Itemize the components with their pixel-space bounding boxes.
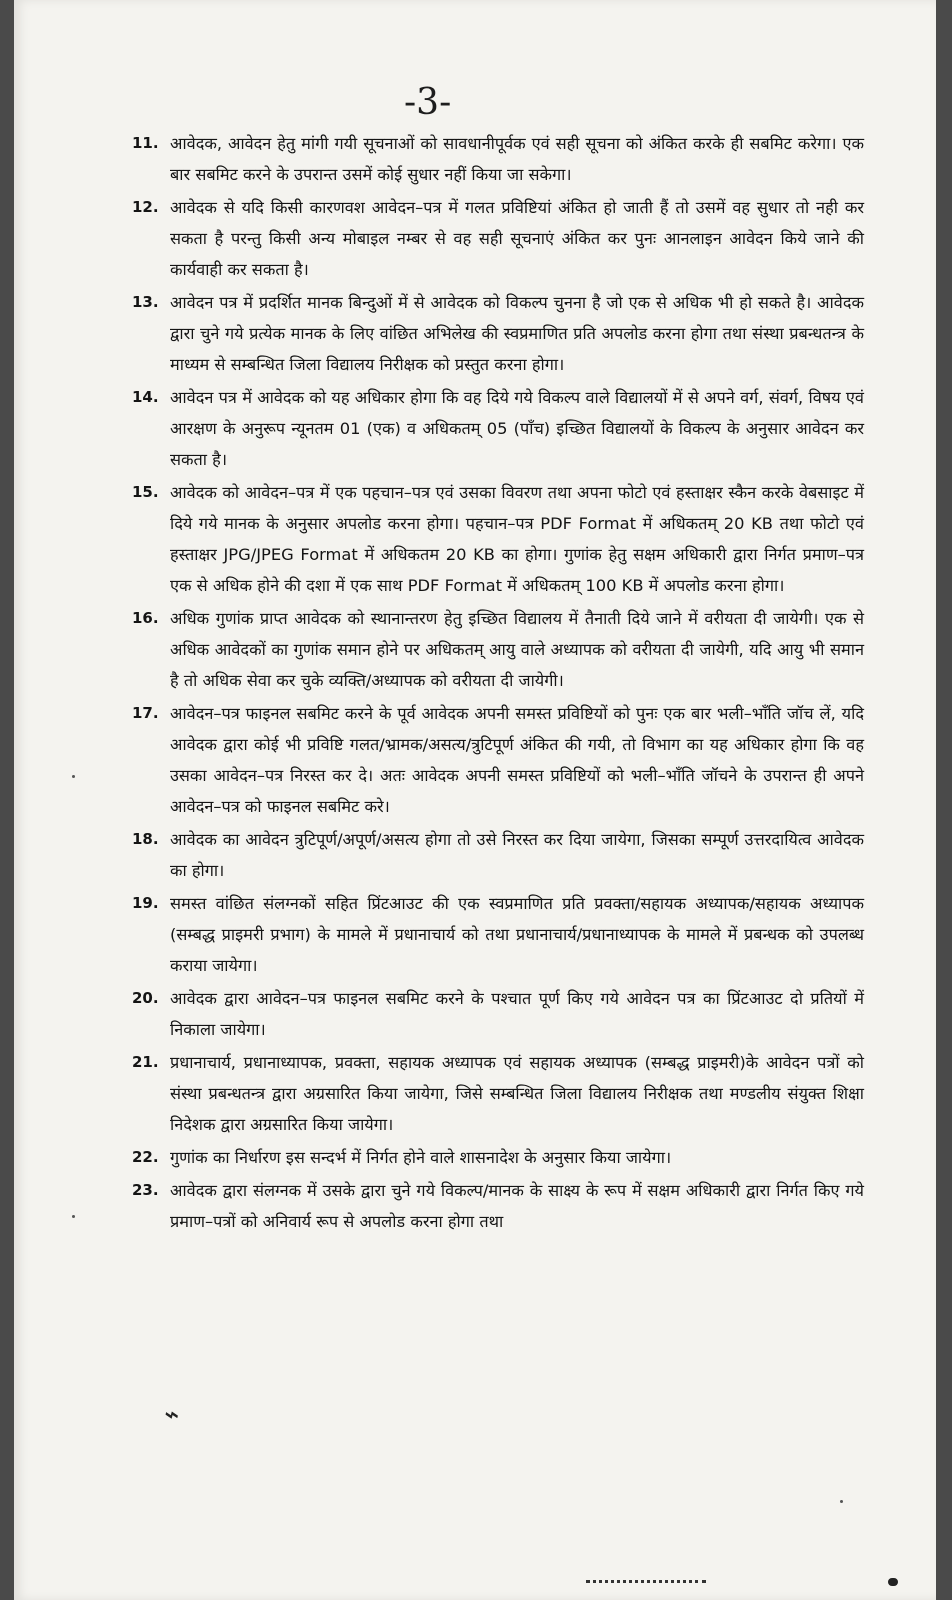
item-number: 13. <box>132 293 159 311</box>
item-text: आवेदक का आवेदन त्रुटिपूर्ण/अपूर्ण/असत्य होगा तो उसे निरस्त कर दिया जायेगा, जिसका सम्पूर्ण उत्तरदायित्व आवेदक का होगा। <box>170 830 864 880</box>
list-item <box>132 888 864 981</box>
page-number: -3- <box>404 82 452 123</box>
list-item <box>132 1047 864 1140</box>
item-number: 16. <box>132 609 159 627</box>
item-number: 14. <box>132 388 159 406</box>
list-item <box>132 128 864 190</box>
item-text: गुणांक का निर्धारण इस सन्दर्भ में निर्गत होने वाले शासनादेश के अनुसार किया जायेगा। <box>170 1148 672 1167</box>
item-text: आवेदक को आवेदन–पत्र में एक पहचान–पत्र एवं उसका विवरण तथा अपना फोटो एवं हस्ताक्षर स्कैन करके वेबसाइट में दिये गये मानक के अनुसार अपलोड करना होगा। पहचान–पत्र PDF Format में अधिकतम् 20 KB तथा फोटो एवं हस्ताक्षर JPG/JPEG Format में अधिकतम 20 KB का होगा। गुणांक हेतु सक्षम अधिकारी द्वारा निर्गत प्रमाण–पत्र एक से अधिक होने की दशा में एक साथ PDF Format में अधिकतम् 100 KB में अपलोड करना होगा। <box>170 483 864 595</box>
item-text: अधिक गुणांक प्राप्त आवेदक को स्थानान्तरण हेतु इच्छित विद्यालय में तैनाती दिये जाने में वरीयता दी जायेगी। एक से अधिक आवेदकों का गुणांक समान होने पर अधिकतम् आयु वाले अध्यापक को वरीयता दी जायेगी, यदि आयु भी समान है तो अधिक सेवा कर चुके व्यक्ति/अध्यापक को वरीयता दी जायेगी। <box>170 609 864 690</box>
item-number: 15. <box>132 483 159 501</box>
item-text: आवेदक से यदि किसी कारणवश आवेदन–पत्र में गलत प्रविष्टियां अंकित हो जाती हैं तो उसमें वह सुधार तो नही कर सकता है परन्तु किसी अन्य मोबाइल नम्बर से वह सही सूचनाएं अंकित कर पुनः आनलाइन आवेदन किये जाने की कार्यवाही कर सकता है। <box>170 198 864 279</box>
list-item <box>132 1142 864 1173</box>
list-item <box>132 477 864 601</box>
corner-mark <box>888 1578 898 1586</box>
list-item <box>132 382 864 475</box>
item-text: आवेदन पत्र में प्रदर्शित मानक बिन्दुओं में से आवेदक को विकल्प चुनना है जो एक से अधिक भी हो सकते है। आवेदक द्वारा चुने गये प्रत्येक मानक के लिए वांछित अभिलेख की स्वप्रमाणित प्रति अपलोड करना होगा तथा संस्था प्रबन्धतन्त्र के माध्यम से सम्बन्धित जिला विद्यालय निरीक्षक को प्रस्तुत करना होगा। <box>170 293 864 374</box>
item-text: आवेदन–पत्र फाइनल सबमिट करने के पूर्व आवेदक अपनी समस्त प्रविष्टियों को पुनः एक बार भली–भाँति जॉच लें, यदि आवेदक द्वारा कोई भी प्रविष्टि गलत/भ्रामक/असत्य/त्रुटिपूर्ण अंकित की गयी, तो विभाग का यह अधिकार होगा कि वह उसका आवेदन–पत्र निरस्त कर दे। अतः आवेदक अपनी समस्त प्रविष्टियों को भली–भाँति जॉचने के उपरान्त ही अपने आवेदन–पत्र को फाइनल सबमिट करे। <box>170 704 864 816</box>
list-item <box>132 698 864 822</box>
item-text: प्रधानाचार्य, प्रधानाध्यापक, प्रवक्ता, सहायक अध्यापक एवं सहायक अध्यापक (सम्बद्ध प्राइमरी)के आवेदन पत्रों को संस्था प्रबन्धतन्त्र द्वारा अग्रसारित किया जायेगा, जिसे सम्बन्धित जिला विद्यालय निरीक्षक तथा मण्डलीय संयुक्त शिक्षा निदेशक द्वारा अग्रसारित किया जायेगा। <box>170 1053 864 1134</box>
item-text: आवेदक द्वारा आवेदन–पत्र फाइनल सबमिट करने के पश्चात पूर्ण किए गये आवेदन पत्र का प्रिंटआउट दो प्रतियों में निकाला जायेगा। <box>170 989 864 1039</box>
item-number: 23. <box>132 1181 159 1199</box>
item-number: 12. <box>132 198 159 216</box>
item-number: 18. <box>132 830 159 848</box>
footer-scribble <box>586 1580 706 1591</box>
list-item <box>132 192 864 285</box>
item-number: 21. <box>132 1053 159 1071</box>
item-number: 17. <box>132 704 159 722</box>
item-text: आवेदक, आवेदन हेतु मांगी गयी सूचनाओं को सावधानीपूर्वक एवं सही सूचना को अंकित करके ही सबमिट करेगा। एक बार सबमिट करने के उपरान्त उसमें कोई सुधार नहीं किया जा सकेगा। <box>170 134 864 184</box>
list-item <box>132 824 864 886</box>
handwritten-initial-mark: ⌁ <box>162 1400 178 1430</box>
list-item <box>132 1175 864 1237</box>
speck <box>72 775 75 778</box>
speck <box>72 1215 75 1218</box>
item-number: 11. <box>132 134 159 152</box>
document-page <box>14 0 936 1600</box>
item-number: 22. <box>132 1148 159 1166</box>
instruction-list <box>132 128 864 1239</box>
item-text: आवेदक द्वारा संलग्नक में उसके द्वारा चुने गये विकल्प/मानक के साक्ष्य के रूप में सक्षम अधिकारी द्वारा निर्गत किए गये प्रमाण–पत्रों को अनिवार्य रूप से अपलोड करना होगा तथा <box>170 1181 864 1231</box>
list-item <box>132 603 864 696</box>
item-text: समस्त वांछित संलग्नकों सहित प्रिंटआउट की एक स्वप्रमाणित प्रति प्रवक्ता/सहायक अध्यापक/सहायक अध्यापक (सम्बद्ध प्राइमरी प्रभाग) के मामले में प्रधानाचार्य को तथा प्रधानाचार्य/प्रधानाध्यापक के मामले में प्रबन्धक को उपलब्ध कराया जायेगा। <box>170 894 864 975</box>
speck <box>840 1500 843 1503</box>
item-number: 20. <box>132 989 159 1007</box>
item-text: आवेदन पत्र में आवेदक को यह अधिकार होगा कि वह दिये गये विकल्प वाले विद्यालयों में से अपने वर्ग, संवर्ग, विषय एवं आरक्षण के अनुरूप न्यूनतम 01 (एक) व अधिकतम् 05 (पाँच) इच्छित विद्यालयों के विकल्प के अनुसार आवेदन कर सकता है। <box>170 388 864 469</box>
list-item <box>132 983 864 1045</box>
list-item <box>132 287 864 380</box>
item-number: 19. <box>132 894 159 912</box>
